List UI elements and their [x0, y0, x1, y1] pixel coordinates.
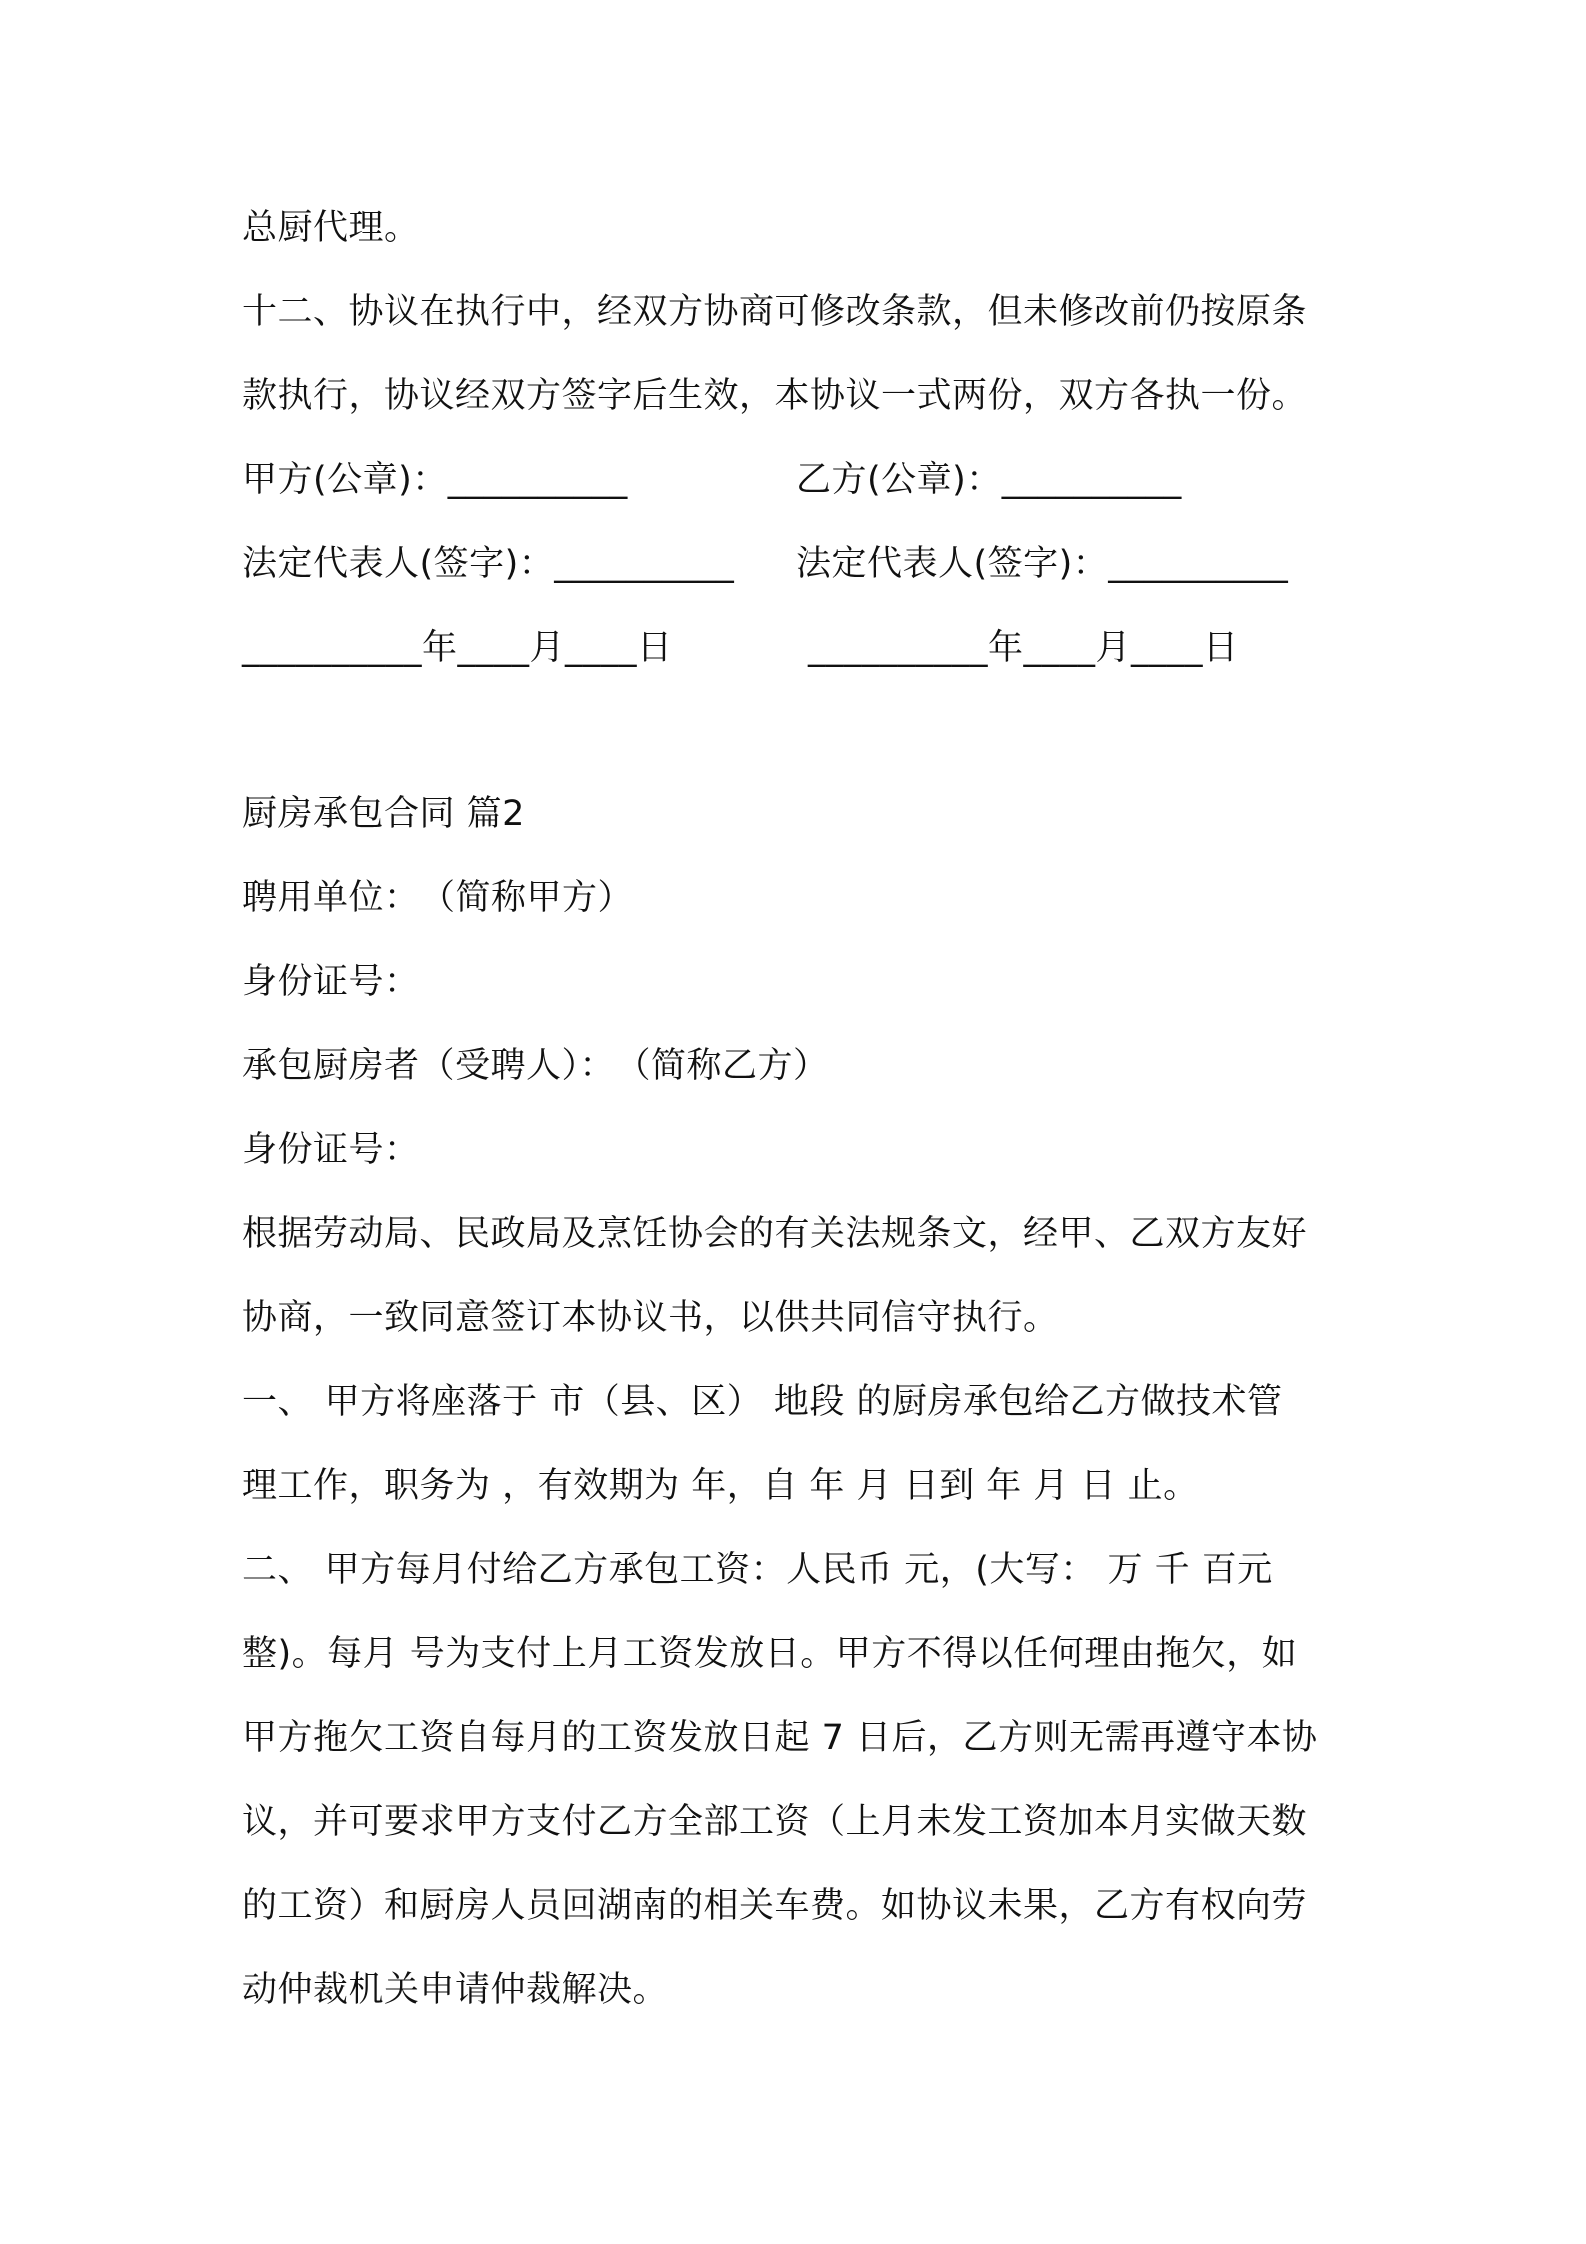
text-line: 一、 甲方将座落于 市（县、区） 地段 的厨房承包给乙方做技术管 [242, 1382, 1283, 1422]
text-line: 甲方拖欠工资自每月的工资发放日起 7 日后，乙方则无需再遵守本协 [242, 1718, 1318, 1758]
party-b-seal-field: 乙方(公章)：__________ [796, 460, 1182, 500]
text-line: 协商，一致同意签订本协议书，以供共同信守执行。 [242, 1298, 1059, 1338]
text-line: 根据劳动局、民政局及烹饪协会的有关法规条文，经甲、乙双方友好 [242, 1214, 1308, 1254]
text-line: 总厨代理。 [242, 208, 420, 248]
text-line: 聘用单位： （简称甲方） [242, 878, 634, 918]
text-line: 承包厨房者（受聘人）： （简称乙方） [242, 1046, 829, 1086]
text-line: 整)。每月 号为支付上月工资发放日。甲方不得以任何理由拖欠，如 [242, 1634, 1298, 1674]
text-line: 身份证号： [242, 962, 420, 1002]
section-title: 厨房承包合同 篇2 [242, 794, 525, 834]
party-a-seal-field: 甲方(公章)：__________ [242, 460, 628, 500]
party-a-date-field: __________年____月____日 [242, 628, 673, 668]
text-line: 议，并可要求甲方支付乙方全部工资（上月未发工资加本月实做天数 [242, 1802, 1308, 1842]
text-line: 理工作，职务为 ，有效期为 年，自 年 月 日到 年 月 日 止。 [242, 1466, 1199, 1506]
party-a-representative-field: 法定代表人(签字)：__________ [242, 544, 735, 584]
text-line: 十二、协议在执行中，经双方协商可修改条款，但未修改前仍按原条 [242, 292, 1308, 332]
text-line: 的工资）和厨房人员回湖南的相关车费。如协议未果，乙方有权向劳 [242, 1886, 1308, 1926]
party-b-representative-field: 法定代表人(签字)：__________ [796, 544, 1289, 584]
text-line: 二、 甲方每月付给乙方承包工资：人民币 元，(大写： 万 千 百元 [242, 1550, 1273, 1590]
text-line: 款执行，协议经双方签字后生效，本协议一式两份，双方各执一份。 [242, 376, 1308, 416]
text-line: 动仲裁机关申请仲裁解决。 [242, 1970, 669, 2010]
text-line: 身份证号： [242, 1130, 420, 1170]
party-b-date-field: __________年____月____日 [808, 628, 1239, 668]
